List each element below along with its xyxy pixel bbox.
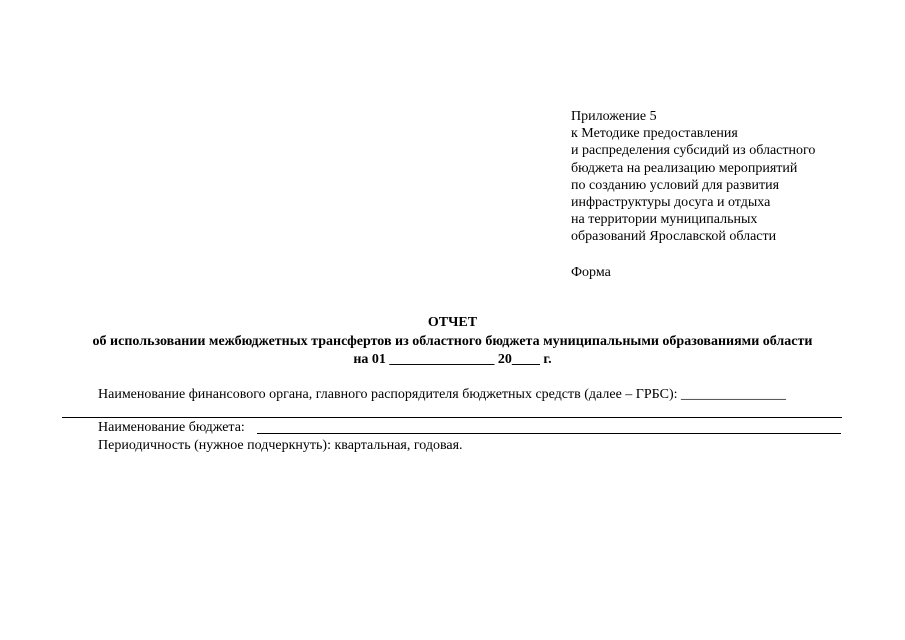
- report-date-line: на 01 _______________ 20____ г.: [353, 352, 552, 367]
- appendix-line: инфраструктуры досуга и отдыха: [571, 195, 771, 211]
- appendix-line: бюджета на реализацию мероприятий: [571, 160, 798, 176]
- appendix-line: и распределения субсидий из областного: [571, 143, 816, 159]
- appendix-line: по созданию условий для развития: [571, 177, 780, 193]
- financial-body-underline: [62, 417, 842, 418]
- report-subtitle: об использовании межбюджетных трансфертов из областного бюджета муниципальными образованиями области: [92, 334, 813, 349]
- appendix-line: к Методике предоставления: [571, 126, 738, 142]
- budget-name-field: Наименование бюджета:: [98, 420, 245, 435]
- budget-name-underline: [257, 433, 841, 434]
- financial-body-field: Наименование финансового органа, главного распорядителя бюджетных средств (далее – ГРБС): _______________: [98, 387, 786, 402]
- form-label: Форма: [571, 265, 611, 280]
- periodicity-field: Периодичность (нужное подчеркнуть): квартальная, годовая.: [98, 438, 463, 453]
- appendix-line: образований Ярославской области: [571, 229, 777, 245]
- report-title: ОТЧЕТ: [427, 315, 478, 330]
- appendix-line: на территории муниципальных: [571, 212, 758, 228]
- appendix-block: [571, 108, 815, 246]
- appendix-line: Приложение 5: [571, 109, 657, 124]
